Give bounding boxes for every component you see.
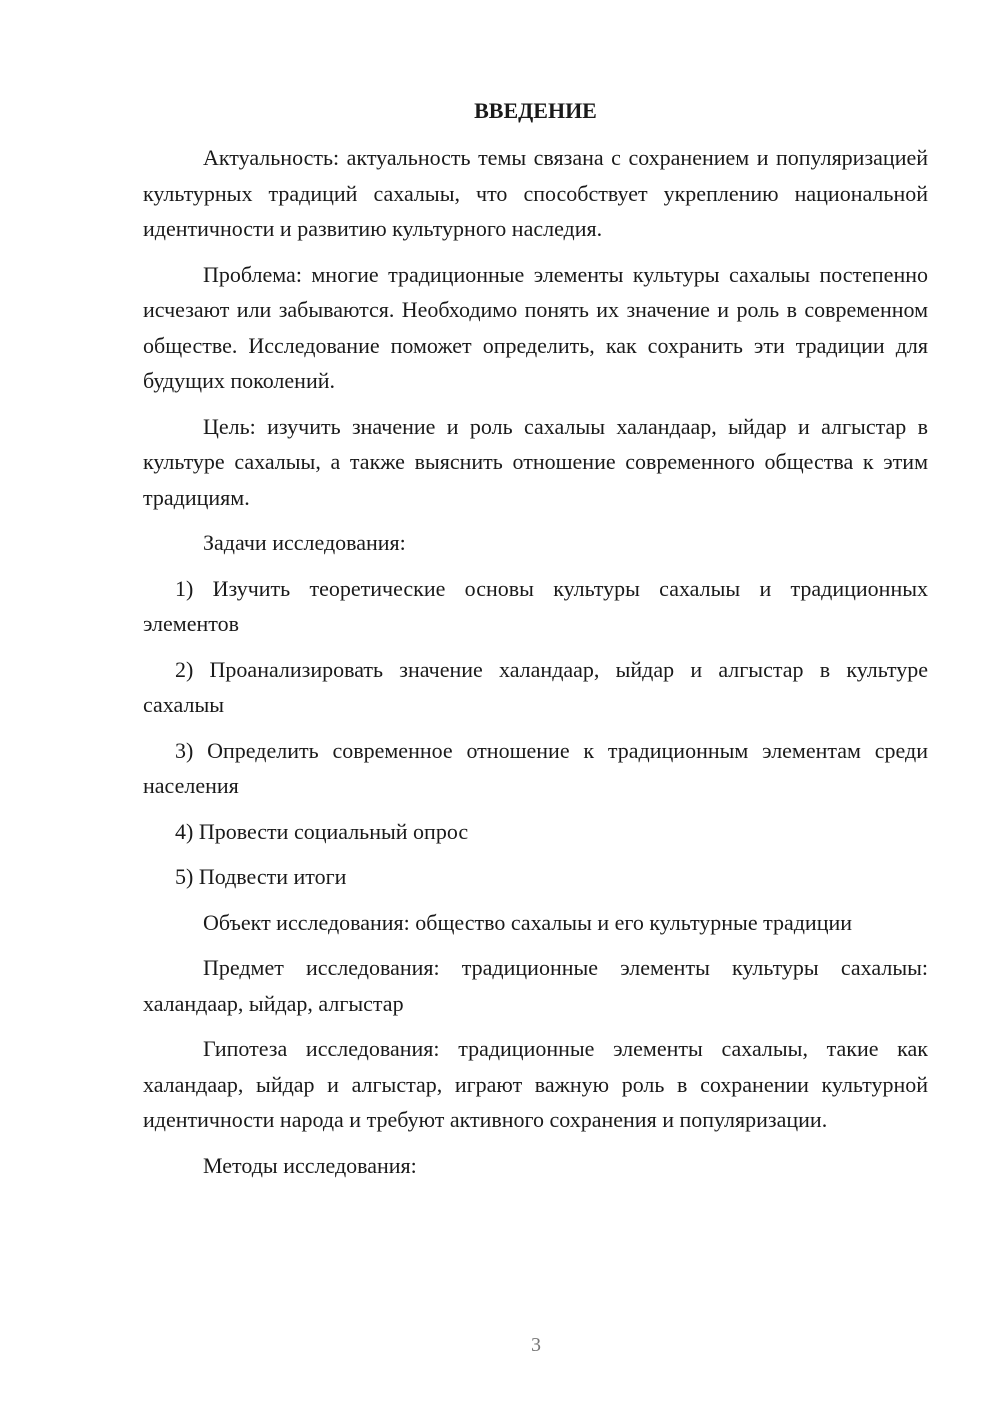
methods-heading: Методы исследования:: [203, 1152, 417, 1178]
task-item: 1) Изучить теоретические основы культуры сахалыы и традиционных элементов: [143, 575, 928, 636]
page-number: 3: [531, 1334, 541, 1356]
section-title: ВВЕДЕНИЕ: [474, 98, 597, 123]
problem-paragraph: Проблема: многие традиционные элементы культуры сахалыы постепенно исчезают или забываются. Необходимо понять их значение и роль в современном обществе. Исследование поможет определить, как сохранить эти традиции для будущих поколений.: [143, 261, 928, 393]
relevance-paragraph: Актуальность: актуальность темы связана с сохранением и популяризацией культурных традиций сахалыы, что способствует укреплению национальной идентичности и развитию культурного наследия.: [143, 145, 928, 241]
subject-paragraph: Предмет исследования: традиционные элементы культуры сахалыы: халандаар, ыйдар, алгыстар: [143, 955, 928, 1016]
page-content: [143, 96, 928, 1193]
task-item: 4) Провести социальный опрос: [175, 818, 469, 844]
hypothesis-paragraph: Гипотеза исследования: традиционные элементы сахалыы, такие как халандаар, ыйдар и алгыстар, играют важную роль в сохранении культурной идентичности народа и требуют активного сохранения и популяризации.: [143, 1036, 928, 1132]
goal-paragraph: Цель: изучить значение и роль сахалыы халандаар, ыйдар и алгыстар в культуре сахалыы, а также выяснить отношение современного общества к этим традициям.: [143, 413, 928, 510]
tasks-heading: Задачи исследования:: [203, 530, 406, 555]
task-item: 3) Определить современное отношение к традиционным элементам среди населения: [143, 737, 928, 798]
object-paragraph: Объект исследования: общество сахалыы и его культурные традиции: [203, 909, 853, 935]
task-item: 2) Проанализировать значение халандаар, ыйдар и алгыстар в культуре сахалыы: [143, 656, 928, 717]
task-item: 5) Подвести итоги: [175, 864, 347, 889]
